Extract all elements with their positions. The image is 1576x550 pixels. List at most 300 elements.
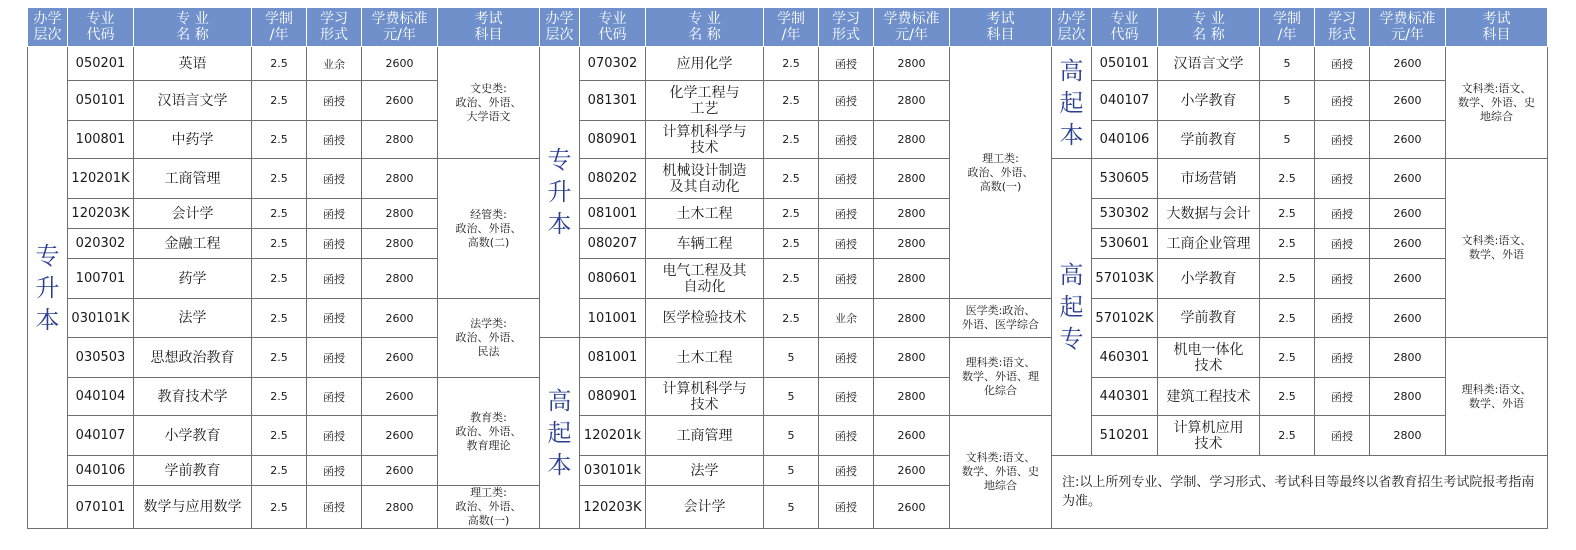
text-line: 层次 xyxy=(1057,27,1086,43)
text-line: 学费标准 xyxy=(1379,11,1436,27)
tuition-fee: 2800 xyxy=(362,199,438,229)
tuition-fee: 2600 xyxy=(362,378,438,416)
text-line: 学习 xyxy=(832,11,860,27)
level-cell xyxy=(1052,159,1092,456)
text-line: 自动化 xyxy=(683,278,726,295)
major-name xyxy=(646,299,764,338)
major-name xyxy=(1158,299,1260,338)
text-line: 数学、外语 xyxy=(1469,248,1524,261)
major-name xyxy=(134,456,252,486)
text-line: 学费标准 xyxy=(371,11,428,27)
text-line: 金融工程 xyxy=(164,235,221,252)
tuition-fee: 2600 xyxy=(362,47,438,81)
header-name xyxy=(1158,8,1260,47)
tuition-fee: 2600 xyxy=(874,456,950,486)
text-line: 高数(二) xyxy=(467,235,510,249)
text-line: 工商管理 xyxy=(676,427,733,444)
tuition-fee: 2800 xyxy=(362,259,438,299)
major-code: 120203K xyxy=(580,486,646,529)
text-line: 地综合 xyxy=(984,479,1017,492)
text-line: 文科类:语文、 xyxy=(1461,81,1532,95)
study-years: 2.5 xyxy=(1260,338,1315,378)
header-level xyxy=(28,8,68,47)
level-cell xyxy=(28,47,68,529)
study-mode: 函授 xyxy=(1315,259,1370,299)
major-name xyxy=(1158,121,1260,159)
text-line: 及其自动化 xyxy=(669,178,740,195)
text-line: 市场营销 xyxy=(1180,170,1237,187)
header-mode xyxy=(307,8,362,47)
major-name xyxy=(646,199,764,229)
major-code: 570102K xyxy=(1092,299,1158,338)
study-years: 2.5 xyxy=(1260,229,1315,259)
study-mode: 函授 xyxy=(307,416,362,456)
text-line: 电气工程及其 xyxy=(662,262,747,279)
major-name xyxy=(1158,416,1260,456)
header-code xyxy=(580,8,646,47)
text-line: 专业 xyxy=(86,11,115,27)
text-line: 升 xyxy=(547,178,572,206)
table-row xyxy=(28,416,1548,456)
text-line: 办学 xyxy=(1057,11,1086,27)
major-name xyxy=(1158,199,1260,229)
text-line: 化综合 xyxy=(984,383,1017,397)
major-name xyxy=(1158,159,1260,199)
enrollment-table xyxy=(27,7,1548,529)
major-name xyxy=(134,81,252,121)
level-cell xyxy=(1052,47,1092,159)
exam-subjects xyxy=(1446,159,1548,338)
study-mode: 函授 xyxy=(307,121,362,159)
table-body xyxy=(28,47,1548,529)
study-years: 2.5 xyxy=(252,486,307,529)
table-row xyxy=(28,259,1548,299)
study-mode: 函授 xyxy=(1315,81,1370,121)
major-code: 050101 xyxy=(1092,47,1158,81)
major-name xyxy=(134,199,252,229)
header-exam xyxy=(438,8,540,47)
exam-subjects xyxy=(950,338,1052,416)
study-years: 2.5 xyxy=(252,229,307,259)
major-code: 080901 xyxy=(580,121,646,159)
tuition-fee: 2800 xyxy=(874,121,950,159)
major-code: 101001 xyxy=(580,299,646,338)
major-name xyxy=(1158,81,1260,121)
tuition-fee: 2800 xyxy=(874,159,950,199)
text-line: 专 业 xyxy=(1192,11,1225,27)
tuition-fee: 2600 xyxy=(362,81,438,121)
text-line: 学制 xyxy=(777,11,805,27)
study-mode: 函授 xyxy=(819,159,874,199)
study-years: 2.5 xyxy=(252,199,307,229)
text-line: 政治、外语、 xyxy=(455,424,522,438)
text-line: 机电一体化 xyxy=(1173,341,1244,358)
text-line: 技术 xyxy=(1194,357,1223,374)
study-years: 2.5 xyxy=(252,121,307,159)
text-line: 起 xyxy=(1059,293,1084,321)
major-name xyxy=(134,159,252,199)
tuition-fee: 2800 xyxy=(1370,338,1446,378)
text-line: 起 xyxy=(1059,88,1084,117)
study-years: 2.5 xyxy=(252,47,307,81)
major-code: 040106 xyxy=(68,456,134,486)
text-line: 政治、外语、 xyxy=(967,165,1034,179)
major-code: 100701 xyxy=(68,259,134,299)
study-mode: 函授 xyxy=(307,199,362,229)
text-line: 大数据与会计 xyxy=(1166,205,1251,222)
text-line: 医学类:政治、 xyxy=(965,304,1036,317)
major-name xyxy=(134,416,252,456)
table-row xyxy=(28,121,1548,159)
header-exam xyxy=(1446,8,1548,47)
text-line: 思想政治教育 xyxy=(150,349,235,366)
study-mode: 函授 xyxy=(1315,121,1370,159)
major-name xyxy=(646,81,764,121)
study-mode: 函授 xyxy=(819,416,874,456)
study-years: 2.5 xyxy=(764,299,819,338)
text-line: 应用化学 xyxy=(676,55,733,72)
table-row xyxy=(28,159,1548,199)
text-line: 经管类: xyxy=(470,207,507,221)
major-name xyxy=(646,338,764,378)
tuition-fee: 2800 xyxy=(362,159,438,199)
text-line: 理科类:语文、 xyxy=(965,355,1036,369)
major-name xyxy=(1158,378,1260,416)
study-mode: 函授 xyxy=(307,81,362,121)
text-line: 外语、医学综合 xyxy=(962,318,1039,331)
study-years: 5 xyxy=(1260,81,1315,121)
text-line: 科目 xyxy=(474,27,503,43)
study-mode: 函授 xyxy=(819,199,874,229)
major-code: 050201 xyxy=(68,47,134,81)
text-line: 代码 xyxy=(598,27,627,43)
text-line: 学习 xyxy=(320,11,348,27)
major-code: 081001 xyxy=(580,338,646,378)
major-code: 080207 xyxy=(580,229,646,259)
header-mode xyxy=(819,8,874,47)
text-line: /年 xyxy=(1277,27,1297,43)
header-fee xyxy=(874,8,950,47)
text-line: 层次 xyxy=(545,27,574,43)
major-code: 510201 xyxy=(1092,416,1158,456)
table-row xyxy=(28,81,1548,121)
study-years: 2.5 xyxy=(1260,378,1315,416)
header-name xyxy=(646,8,764,47)
text-line: 名 称 xyxy=(688,27,721,43)
exam-subjects xyxy=(438,159,540,299)
table-row xyxy=(28,199,1548,229)
major-name xyxy=(134,299,252,338)
text-line: 本 xyxy=(547,451,572,479)
table-row xyxy=(28,229,1548,259)
text-line: 计算机应用 xyxy=(1173,419,1244,436)
text-line: 土木工程 xyxy=(676,349,733,366)
study-years: 2.5 xyxy=(1260,416,1315,456)
major-name xyxy=(134,47,252,81)
tuition-fee: 2600 xyxy=(1370,229,1446,259)
text-line: 高 xyxy=(547,387,572,415)
text-line: 大学语文 xyxy=(466,109,511,123)
text-line: 中药学 xyxy=(171,131,214,148)
study-mode: 函授 xyxy=(1315,159,1370,199)
study-years: 2.5 xyxy=(1260,159,1315,199)
exam-subjects xyxy=(438,378,540,486)
study-years: 2.5 xyxy=(252,299,307,338)
text-line: 理科类:语文、 xyxy=(1461,382,1532,396)
text-line: 专 业 xyxy=(688,11,721,27)
table-row xyxy=(28,338,1548,378)
tuition-fee: 2800 xyxy=(874,259,950,299)
text-line: 学制 xyxy=(265,11,293,27)
footnote: 注:以上所列专业、学制、学习形式、考试科目等最终以省教育招生考试院报考指南为准。 xyxy=(1052,456,1548,529)
major-name xyxy=(646,416,764,456)
header-exam xyxy=(950,8,1052,47)
text-line: 办学 xyxy=(33,11,62,27)
major-name xyxy=(1158,259,1260,299)
major-name xyxy=(134,259,252,299)
exam-subjects xyxy=(438,299,540,378)
major-name xyxy=(646,456,764,486)
major-name xyxy=(646,259,764,299)
text-line: 会计学 xyxy=(171,205,214,222)
text-line: 数学、外语、史 xyxy=(962,465,1039,478)
study-years: 5 xyxy=(764,486,819,529)
text-line: 高 xyxy=(1059,261,1084,289)
study-mode: 函授 xyxy=(1315,338,1370,378)
study-mode: 业余 xyxy=(307,47,362,81)
study-mode: 函授 xyxy=(819,229,874,259)
text-line: 办学 xyxy=(545,11,574,27)
major-code: 040107 xyxy=(68,416,134,456)
text-line: 数学、外语、史 xyxy=(1458,95,1535,109)
text-line: 代码 xyxy=(1110,27,1139,43)
header-fee xyxy=(362,8,438,47)
study-mode: 函授 xyxy=(819,456,874,486)
study-mode: 函授 xyxy=(1315,229,1370,259)
text-line: 技术 xyxy=(1194,435,1223,452)
major-code: 020302 xyxy=(68,229,134,259)
study-mode: 函授 xyxy=(307,229,362,259)
header-row xyxy=(28,8,1548,47)
text-line: 本 xyxy=(547,210,572,238)
major-code: 100801 xyxy=(68,121,134,159)
text-line: 考试 xyxy=(1482,11,1511,27)
text-line: 技术 xyxy=(690,396,719,413)
text-line: 计算机科学与 xyxy=(662,123,747,140)
study-years: 5 xyxy=(764,378,819,416)
text-line: 政治、外语、 xyxy=(455,331,522,344)
exam-subjects xyxy=(1446,47,1548,159)
major-code: 120201K xyxy=(68,159,134,199)
study-years: 2.5 xyxy=(764,259,819,299)
text-line: 专 xyxy=(35,241,60,270)
text-line: 学费标准 xyxy=(883,11,940,27)
text-line: 元/年 xyxy=(383,27,416,43)
text-line: 文史类: xyxy=(470,81,507,95)
major-name xyxy=(646,47,764,81)
major-name xyxy=(646,378,764,416)
text-line: 机械设计制造 xyxy=(662,162,747,179)
text-line: 理工类: xyxy=(470,486,507,499)
study-mode: 函授 xyxy=(1315,199,1370,229)
study-mode: 函授 xyxy=(819,486,874,529)
major-code: 050101 xyxy=(68,81,134,121)
text-line: 起 xyxy=(547,419,572,447)
study-years: 2.5 xyxy=(252,259,307,299)
tuition-fee: 2600 xyxy=(1370,47,1446,81)
major-name xyxy=(1158,47,1260,81)
text-line: 法学 xyxy=(178,310,207,326)
text-line: 形式 xyxy=(320,27,348,43)
text-line: 高数(一) xyxy=(979,179,1022,193)
text-line: /年 xyxy=(781,27,801,43)
tuition-fee: 2800 xyxy=(362,229,438,259)
text-line: 汉语言文学 xyxy=(1173,55,1244,72)
study-mode: 函授 xyxy=(1315,416,1370,456)
tuition-fee: 2800 xyxy=(874,299,950,338)
major-code: 030101k xyxy=(580,456,646,486)
exam-subjects xyxy=(950,299,1052,338)
study-years: 2.5 xyxy=(252,159,307,199)
study-years: 2.5 xyxy=(1260,299,1315,338)
tuition-fee: 2600 xyxy=(1370,259,1446,299)
study-mode: 函授 xyxy=(307,159,362,199)
header-years xyxy=(1260,8,1315,47)
study-mode: 函授 xyxy=(819,121,874,159)
text-line: 民法 xyxy=(477,345,500,358)
exam-subjects xyxy=(950,47,1052,299)
major-code: 570103K xyxy=(1092,259,1158,299)
major-name xyxy=(134,229,252,259)
text-line: 形式 xyxy=(1328,27,1356,43)
text-line: 小学教育 xyxy=(164,427,221,444)
major-name xyxy=(646,486,764,529)
tuition-fee: 2800 xyxy=(1370,378,1446,416)
tuition-fee: 2800 xyxy=(362,121,438,159)
text-line: 政治、外语、 xyxy=(455,95,522,109)
study-mode: 函授 xyxy=(819,81,874,121)
text-line: 学习 xyxy=(1328,11,1356,27)
table-row xyxy=(28,378,1548,416)
text-line: 升 xyxy=(35,273,60,302)
major-code: 530605 xyxy=(1092,159,1158,199)
tuition-fee: 2600 xyxy=(1370,199,1446,229)
major-name xyxy=(134,338,252,378)
major-name xyxy=(134,121,252,159)
major-name xyxy=(646,121,764,159)
text-line: 政治、外语、 xyxy=(455,500,522,513)
major-name xyxy=(134,486,252,529)
tuition-fee: 2800 xyxy=(874,338,950,378)
major-code: 460301 xyxy=(1092,338,1158,378)
text-line: 工艺 xyxy=(690,100,719,117)
header-years xyxy=(252,8,307,47)
text-line: 学前教育 xyxy=(164,462,221,479)
text-line: 工商管理 xyxy=(164,170,221,187)
table-row xyxy=(28,456,1548,486)
tuition-fee: 2600 xyxy=(362,338,438,378)
table-row xyxy=(28,47,1548,81)
text-line: 元/年 xyxy=(1391,27,1424,43)
exam-subjects xyxy=(438,47,540,159)
text-line: 学前教育 xyxy=(1180,131,1237,148)
text-line: 计算机科学与 xyxy=(662,380,747,397)
tuition-fee: 2800 xyxy=(362,486,438,529)
major-code: 080901 xyxy=(580,378,646,416)
major-code: 030503 xyxy=(68,338,134,378)
text-line: 会计学 xyxy=(683,499,726,515)
text-line: 代码 xyxy=(86,27,115,43)
major-code: 080202 xyxy=(580,159,646,199)
study-years: 2.5 xyxy=(252,81,307,121)
study-mode: 函授 xyxy=(307,456,362,486)
text-line: 英语 xyxy=(178,55,207,72)
study-years: 2.5 xyxy=(764,121,819,159)
exam-subjects xyxy=(438,486,540,529)
major-code: 070302 xyxy=(580,47,646,81)
text-line: 建筑工程技术 xyxy=(1166,388,1251,405)
text-line: 专 xyxy=(547,146,572,174)
study-mode: 函授 xyxy=(307,299,362,338)
text-line: 专 业 xyxy=(176,11,209,27)
study-years: 2.5 xyxy=(764,47,819,81)
study-mode: 函授 xyxy=(1315,378,1370,416)
text-line: 药学 xyxy=(178,270,207,287)
tuition-fee: 2600 xyxy=(362,416,438,456)
study-years: 2.5 xyxy=(764,229,819,259)
text-line: 小学教育 xyxy=(1180,270,1237,287)
study-years: 2.5 xyxy=(252,416,307,456)
text-line: 政治、外语、 xyxy=(455,221,522,235)
major-code: 030101K xyxy=(68,299,134,338)
text-line: 医学检验技术 xyxy=(662,310,747,326)
text-line: 考试 xyxy=(474,11,503,27)
enrollment-table-container xyxy=(27,7,1547,531)
major-code: 530601 xyxy=(1092,229,1158,259)
major-code: 040104 xyxy=(68,378,134,416)
major-code: 081001 xyxy=(580,199,646,229)
text-line: 形式 xyxy=(832,27,860,43)
major-code: 070101 xyxy=(68,486,134,529)
text-line: 专 xyxy=(1059,325,1084,353)
major-name xyxy=(1158,229,1260,259)
study-years: 2.5 xyxy=(764,81,819,121)
text-line: 层次 xyxy=(33,27,62,43)
tuition-fee: 2600 xyxy=(1370,121,1446,159)
study-years: 5 xyxy=(1260,47,1315,81)
table-row xyxy=(28,299,1548,338)
header-level xyxy=(540,8,580,47)
tuition-fee: 2800 xyxy=(874,229,950,259)
study-mode: 函授 xyxy=(307,378,362,416)
tuition-fee: 2600 xyxy=(874,486,950,529)
text-line: 专业 xyxy=(598,11,627,27)
text-line: 科目 xyxy=(986,27,1015,43)
tuition-fee: 2600 xyxy=(362,299,438,338)
text-line: 高 xyxy=(1059,56,1084,85)
study-years: 2.5 xyxy=(252,456,307,486)
study-mode: 业余 xyxy=(819,299,874,338)
study-mode: 函授 xyxy=(819,259,874,299)
major-code: 120203K xyxy=(68,199,134,229)
exam-subjects xyxy=(950,416,1052,529)
text-line: 元/年 xyxy=(895,27,928,43)
exam-subjects xyxy=(1446,338,1548,456)
study-mode: 函授 xyxy=(819,378,874,416)
major-code: 081301 xyxy=(580,81,646,121)
tuition-fee: 2800 xyxy=(874,81,950,121)
text-line: 技术 xyxy=(690,139,719,156)
